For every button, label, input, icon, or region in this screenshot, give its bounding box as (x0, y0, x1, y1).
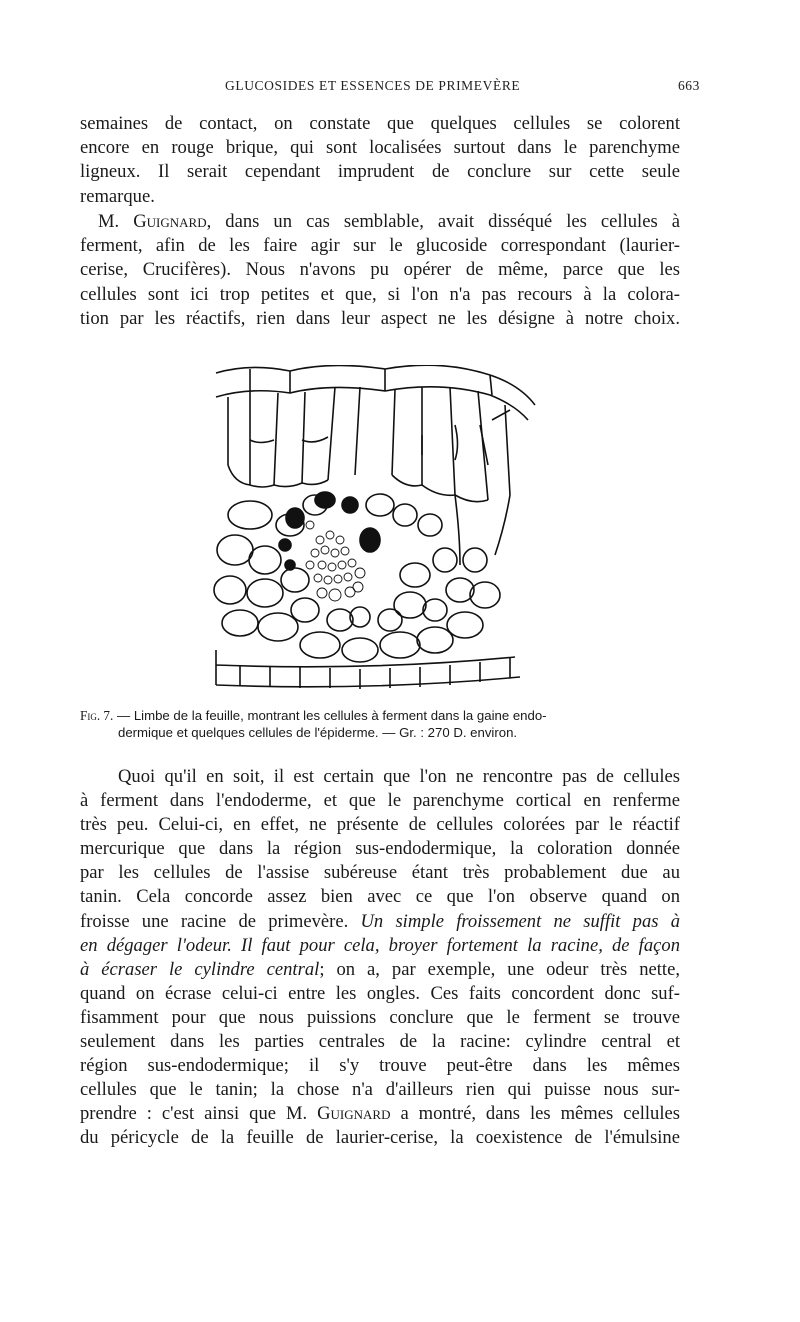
text-line: à ferment dans l'endoderme, et que le parenchyme cortical en renferme (80, 790, 680, 812)
text-line: seulement dans les parties centrales de la racine: cylindre central et (80, 1031, 680, 1053)
vascular-bundle (306, 521, 365, 601)
text-line: encore en rouge brique, qui sont localisées surtout dans le parenchyme (80, 137, 680, 159)
text-fragment: a montré, dans les mêmes cellules (390, 1103, 680, 1125)
text-line: Quoi qu'il en soit, il est certain que l'on ne rencontre pas de cellules (118, 766, 680, 787)
text-line: tanin. Cela concorde assez bien avec ce que l'on observe quand on (80, 886, 680, 908)
text-fragment: M. (98, 211, 134, 232)
text-line (80, 958, 680, 982)
text-line: mercurique que dans la région sus-endodermique, la coloration donnée (80, 838, 680, 860)
text-line: région sus-endodermique; il s'y trouve peut-être dans les mêmes (80, 1055, 680, 1077)
leaf-cross-section-figure (210, 365, 540, 695)
text-line (80, 210, 680, 234)
paragraph-2 (80, 210, 680, 331)
text-line (80, 1102, 680, 1126)
text-line (80, 910, 680, 934)
text-line: semaines de contact, on constate que quelques cellules se colorent (80, 113, 680, 134)
text-line: fisamment pour que nous puissions conclure que le ferment se trouve (80, 1006, 680, 1028)
figure-caption (80, 707, 700, 741)
text-line: cellules que le tanin; la chose n'a d'ailleurs rien qui puisse nous sur- (80, 1079, 680, 1101)
text-fragment: ; on a, par exemple, une odeur très nette, (319, 958, 680, 980)
italic-text: à écraser le cylindre central (80, 958, 320, 980)
caption-line: dermique et quelques cellules de l'épiderme. — Gr. : 270 D. environ. (118, 725, 518, 740)
text-line: ferment, afin de les faire agir sur le glucoside correspondant (laurier- (80, 235, 680, 257)
text-line: cellules sont ici trop petites et que, si l'on n'a pas recours à la colora- (80, 283, 680, 305)
author-name: Guignard (133, 211, 207, 232)
text-fragment: — Limbe de la feuille, montrant les cellules à ferment dans la gaine endo- (113, 708, 547, 723)
text-line: tion par les réactifs, rien dans leur aspect ne les désigne à notre choix. (80, 307, 680, 329)
paragraph-3 (80, 765, 680, 1151)
caption-line (80, 707, 700, 724)
text-fragment: froisse une racine de primevère. (80, 910, 361, 932)
text-line: du péricycle de la feuille de laurier-cerise, la coexistence de l'émulsine (80, 1127, 680, 1149)
italic-text: Un simple froissement ne suffit pas à (360, 910, 681, 932)
text-line: quand on écrase celui-ci entre les ongles. Ces faits concordent donc suf- (80, 982, 680, 1004)
text-line (80, 934, 680, 958)
author-name: Guignard (317, 1103, 391, 1125)
running-title: GLUCOSIDES ET ESSENCES DE PRIMEVÈRE (225, 78, 521, 93)
text-line: par les cellules de l'assise subéreuse étant très probablement due au (80, 862, 680, 884)
paragraph-1 (80, 112, 680, 209)
italic-text: en dégager l'odeur. Il faut pour cela, broyer fortement la racine, de façon (80, 934, 680, 956)
text-fragment: prendre : c'est ainsi que M. (80, 1103, 318, 1125)
text-line: ligneux. Il serait cependant imprudent de conclure sur cette seule (80, 161, 680, 183)
text-line: cerise, Crucifères). Nous n'avons pu opérer de même, parce que les (80, 259, 680, 281)
text-line: remarque. (80, 185, 155, 207)
figure-label: Fig. 7. (80, 708, 114, 723)
text-fragment: , dans un cas semblable, avait disséqué les cellules à (206, 211, 680, 232)
text-line: très peu. Celui-ci, en effet, ne présente de cellules colorées par le réactif (80, 814, 680, 836)
page-number: 663 (677, 78, 700, 93)
